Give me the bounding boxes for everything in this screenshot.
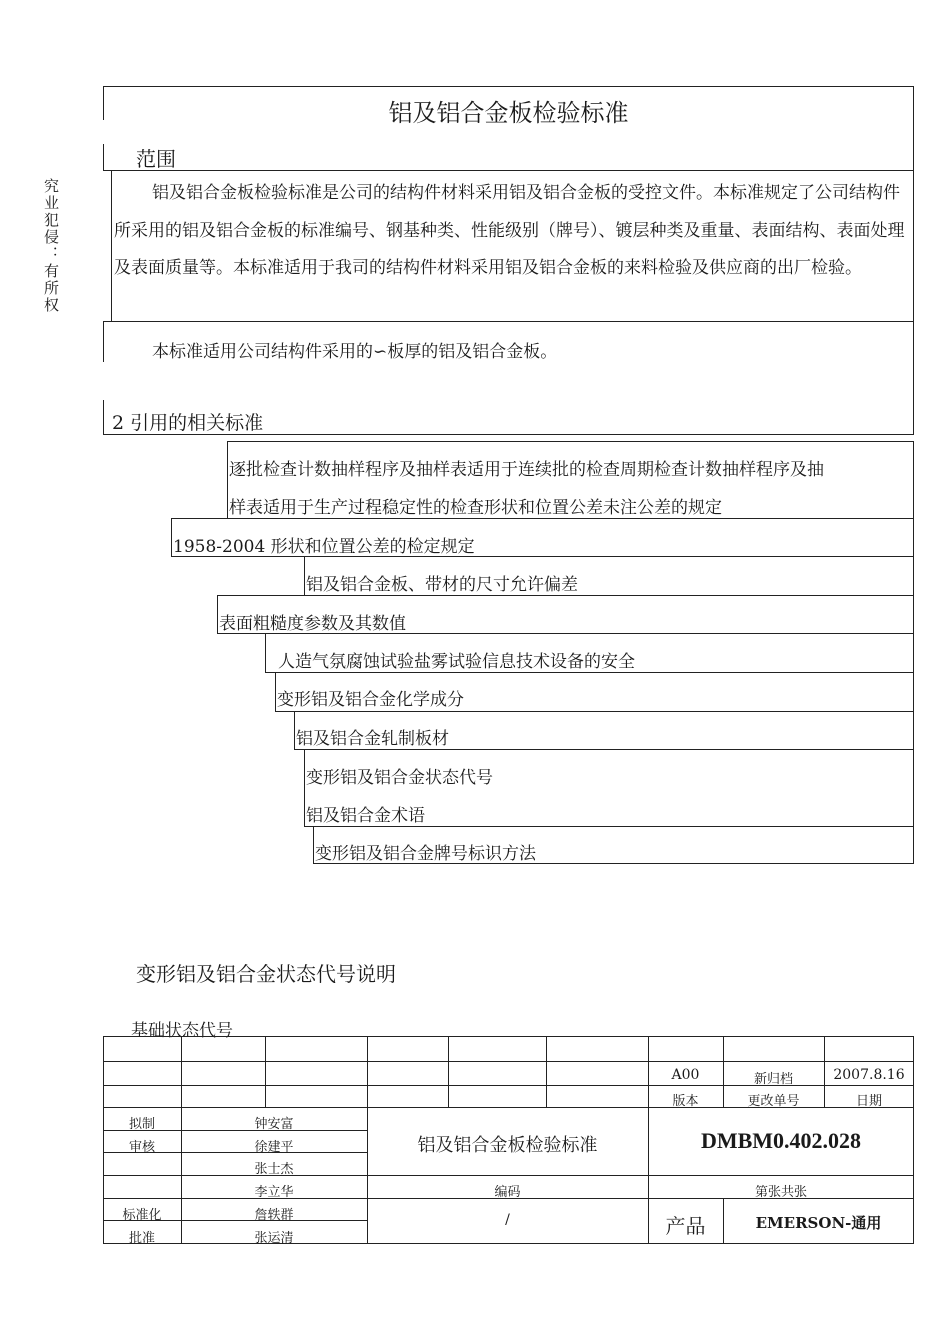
role-label: 审核 [128, 1140, 155, 1155]
ref-box-3 [304, 556, 914, 596]
ref-box-2 [171, 518, 914, 557]
scope-box [111, 171, 914, 322]
footer-hline [103, 1061, 914, 1062]
ref-item: 铝及铝合金术语 [306, 806, 425, 826]
footer-vline [546, 1036, 547, 1107]
section3-heading: 变形铝及铝合金状态代号说明 [136, 962, 396, 986]
doc-code: DMBM0.402.028 [700, 1128, 862, 1153]
page-title: 铝及铝合金板检验标准 [388, 99, 629, 127]
ref-box-5 [265, 633, 914, 673]
role-label: 批准 [128, 1231, 155, 1246]
scope-box-2-divider [103, 362, 104, 400]
basic-state-label: 基础状态代号 [131, 1021, 233, 1041]
footer-vline [265, 1036, 266, 1107]
side-note: 究业犯侵：有所权 [42, 178, 60, 314]
footer-vline [448, 1036, 449, 1107]
ref-item: 样表适用于生产过程稳定性的检查形状和位置公差未注公差的规定 [229, 498, 722, 518]
slash-mark: / [505, 1212, 510, 1228]
rev-date: 2007.8.16 [833, 1067, 905, 1083]
ref-item: 1958-2004 形状和位置公差的检定规定 [173, 537, 475, 557]
header-version: 版本 [672, 1094, 699, 1109]
scope-text-2: 本标准适用公司结构件采用的∽板厚的铝及铝合金板。 [152, 342, 558, 362]
footer-doc-title: 铝及铝合金板检验标准 [417, 1135, 598, 1156]
page-label: 第张共张 [754, 1185, 807, 1200]
ref-item: 变形铝及铝合金状态代号 [306, 768, 493, 788]
rev-desc: 新归档 [753, 1072, 793, 1087]
refs-heading: 2 引用的相关标准 [112, 412, 264, 434]
ref-box-1 [227, 441, 914, 519]
ref-item: 铝及铝合金轧制板材 [296, 729, 449, 749]
ref-box-6 [275, 672, 914, 712]
ref-item: 逐批检查计数抽样程序及抽样表适用于连续批的检查周期检查计数抽样程序及抽 [229, 460, 824, 480]
ref-item: 变形铝及铝合金化学成分 [277, 690, 464, 710]
ref-box-4 [217, 595, 914, 634]
person-name: 钟安富 [254, 1117, 294, 1132]
title-box [103, 86, 914, 171]
ref-box-9 [313, 826, 914, 864]
ref-item: 铝及铝合金板、带材的尺寸允许偏差 [306, 575, 578, 595]
scope-box-2 [103, 321, 914, 435]
person-name: 詹轶群 [254, 1208, 294, 1223]
person-name: 徐建平 [254, 1140, 294, 1155]
header-change-no: 更改单号 [747, 1094, 800, 1109]
role-label: 拟制 [128, 1117, 155, 1132]
title-divider-left [103, 120, 104, 144]
person-name: 张士杰 [254, 1162, 294, 1177]
ref-box-7 [294, 711, 914, 750]
ref-item: 人造气氛腐蚀试验盐雾试验信息技术设备的安全 [278, 652, 635, 672]
rev-value: A00 [671, 1067, 700, 1083]
scope-text: 铝及铝合金板检验标准是公司的结构件材料采用铝及铝合金板的受控文件。本标准规定了公司结构件所采用的铝及铝合金板的标准编号、钢基种类、性能级别（牌号）、镀层种类及重量、表面结构、表面处理及表面质量等。本标准适用于我司的结构件材料采用铝及铝合金板的来料检验及供应商的出厂检验。 [114, 183, 905, 278]
header-date: 日期 [855, 1094, 882, 1109]
ref-item: 表面粗糙度参数及其数值 [219, 614, 406, 634]
person-name: 李立华 [254, 1185, 294, 1200]
product-label: 产品 [665, 1214, 706, 1238]
role-label: 标准化 [122, 1208, 162, 1223]
ref-box-8 [304, 749, 914, 827]
ref-item: 变形铝及铝合金牌号标识方法 [315, 844, 536, 864]
code-label: 编码 [494, 1185, 521, 1200]
product-value: EMERSON-通用 [755, 1214, 882, 1232]
scope-heading: 范围 [136, 147, 176, 171]
person-name: 张运清 [254, 1231, 294, 1246]
